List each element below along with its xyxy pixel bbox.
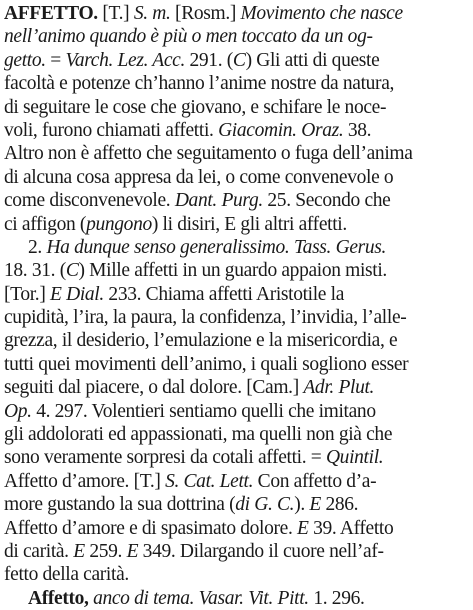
italic-text: E Dial.	[50, 283, 104, 305]
italic-text: S. Cat. Lett.	[165, 470, 254, 492]
text-line	[4, 25, 467, 48]
italic-text: Movimento che nasce	[240, 3, 403, 24]
italic-text: Ha dunque senso generalissimo. Tass. Gerus.	[46, 236, 387, 258]
text-line	[4, 119, 467, 142]
text-run: [Tor.]	[4, 283, 51, 305]
text-line	[4, 376, 467, 399]
text-run: cupidità, l’ira, la paura, la confidenza, l’invidia, l’alle-	[4, 307, 407, 329]
dictionary-entry	[4, 2, 467, 610]
text-line	[4, 189, 467, 212]
text-run: sono veramente sorpresi da cotali affetti. =	[4, 447, 326, 469]
italic-text: Varch. Lez. Acc.	[65, 49, 185, 71]
text-line	[4, 2, 467, 25]
text-run: di alcuna cosa appresa da lei, o come convenevole o	[4, 166, 394, 188]
italic-text: Op.	[4, 400, 32, 422]
text-run: 349. Dilargando il cuore nell’af-	[138, 540, 384, 562]
text-run: tutti quei movimenti dell’animo, i quali sogliono esser	[4, 353, 409, 375]
italic-text: C	[232, 49, 246, 71]
text-run: ) Gli atti di queste	[245, 49, 380, 71]
text-run: ) Mille affetti in un guardo appaion misti.	[78, 260, 387, 282]
text-run: 38.	[343, 119, 372, 141]
italic-text: anco di tema. Vasar. Vit. Pitt.	[93, 587, 309, 609]
text-line	[4, 540, 467, 563]
text-line	[4, 517, 467, 540]
text-run: come disconvenevole.	[4, 190, 175, 212]
italic-text: E	[297, 517, 309, 539]
text-run: 2.	[28, 236, 47, 258]
text-run: ci affigon (	[4, 213, 87, 235]
text-line	[4, 236, 467, 259]
text-line	[4, 142, 467, 165]
italic-text: pungono	[86, 213, 152, 235]
bold-text: Affetto,	[28, 587, 89, 609]
text-run: grezza, il desiderio, l’emulazione e la misericordia, e	[4, 330, 398, 352]
text-line	[4, 446, 467, 469]
text-line	[4, 353, 467, 376]
text-line	[4, 283, 467, 306]
text-run: ).	[294, 494, 310, 516]
text-run: [T.]	[97, 3, 134, 24]
text-run: [Rosm.]	[170, 3, 241, 24]
text-line	[4, 493, 467, 516]
text-line	[4, 423, 467, 446]
text-run: 25. Secondo che	[262, 190, 391, 212]
text-run: seguiti dal piacere, o dal dolore. [Cam.]	[4, 377, 304, 399]
italic-text: Giacomin. Oraz.	[218, 119, 344, 141]
text-line	[4, 49, 467, 72]
italic-text: S. m.	[133, 3, 171, 24]
text-run: 39. Affetto	[308, 517, 394, 539]
italic-text: nell’animo quando è più o men toccato da un og-	[4, 26, 373, 48]
italic-text: di G. C.	[235, 494, 295, 516]
text-run: di carità.	[4, 540, 74, 562]
text-line	[4, 329, 467, 352]
italic-text: Quintil.	[325, 447, 384, 469]
text-run: Con affetto d’a-	[253, 470, 377, 492]
text-run: 18. 31. (	[4, 260, 66, 282]
text-line	[4, 400, 467, 423]
text-run: facoltà e potenze ch’hanno l’anime nostre da natura,	[4, 73, 395, 95]
text-run: voli, furono chiamati affetti.	[4, 119, 219, 141]
text-run: =	[45, 49, 66, 71]
italic-text: E	[126, 540, 139, 562]
text-run: gli addolorati ed appassionati, ma quelli non già che	[4, 424, 393, 446]
text-run: 286.	[320, 494, 359, 516]
text-line	[4, 306, 467, 329]
bold-text: AFFETTO.	[4, 3, 98, 24]
text-line	[4, 587, 467, 610]
text-line	[4, 72, 467, 95]
text-run: Altro non è affetto che seguitamento o fuga dell’anima	[4, 143, 413, 165]
text-line	[4, 96, 467, 119]
text-line	[4, 563, 467, 586]
text-run: di seguitare le cose che giovano, e schifare le noce-	[4, 96, 387, 118]
text-run: 291. (	[184, 49, 233, 71]
italic-text: E	[309, 494, 321, 516]
text-run: 4. 297. Volentieri sentiamo quelli che imitano	[31, 400, 376, 422]
text-run: ) li disiri, E gli altri affetti.	[151, 213, 347, 235]
text-run: Affetto d’amore e di spasimato dolore.	[4, 517, 298, 539]
text-line	[4, 213, 467, 236]
text-run: fetto della carità.	[4, 564, 129, 586]
text-run: 259.	[84, 540, 127, 562]
text-run: more gustando la sua dottrina (	[4, 494, 236, 516]
text-run: 233. Chiama affetti Aristotile la	[103, 283, 345, 305]
italic-text: C	[65, 260, 79, 282]
text-line	[4, 470, 467, 493]
italic-text: getto.	[4, 49, 46, 71]
text-line	[4, 259, 467, 282]
text-run: 1. 296.	[308, 587, 365, 609]
text-run: Affetto d’amore. [T.]	[4, 470, 166, 492]
italic-text: E	[73, 540, 85, 562]
italic-text: Dant. Purg.	[174, 190, 263, 212]
italic-text: Adr. Plut.	[303, 377, 375, 399]
text-line	[4, 166, 467, 189]
